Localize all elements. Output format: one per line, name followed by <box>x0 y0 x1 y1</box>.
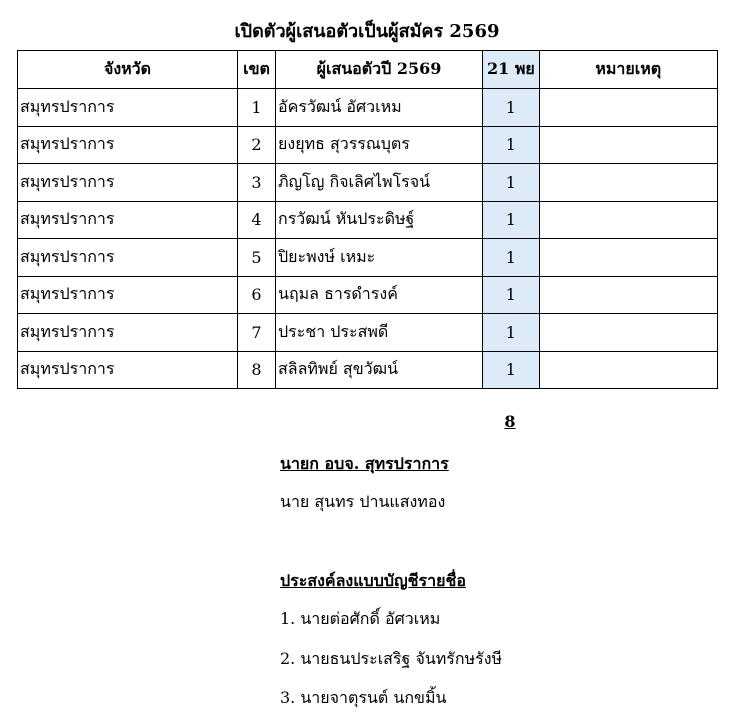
table-row <box>18 164 718 202</box>
cell-candidate: ปิยะพงษ์ เหมะ <box>276 239 483 277</box>
cell-district: 4 <box>238 201 276 239</box>
cell-province: สมุทรปราการ <box>18 164 238 202</box>
cell-votes: 1 <box>483 126 540 164</box>
cell-candidate: อัครวัฒน์ อัศวเหม <box>276 89 483 127</box>
cell-province: สมุทรปราการ <box>18 314 238 352</box>
cell-province: สมุทรปราการ <box>18 89 238 127</box>
cell-votes: 1 <box>483 89 540 127</box>
list-item: 2. นายธนประเสริฐ จันทรักษรังษี <box>280 649 503 668</box>
table-row <box>18 276 718 314</box>
cell-district: 1 <box>238 89 276 127</box>
header-votes: 21 พย <box>483 51 540 89</box>
table-row <box>18 239 718 277</box>
cell-candidate: นฤมล ธารดำรงค์ <box>276 276 483 314</box>
cell-candidate: กรวัฒน์ หันประดิษฐ์ <box>276 201 483 239</box>
cell-candidate: ภิญโญ กิจเลิศไพโรจน์ <box>276 164 483 202</box>
table-row <box>18 126 718 164</box>
cell-candidate: ยงยุทธ สุวรรณบุตร <box>276 126 483 164</box>
cell-remark <box>539 314 717 352</box>
cell-remark <box>539 239 717 277</box>
cell-votes: 1 <box>483 276 540 314</box>
page-title: เปิดตัวผู้เสนอตัวเป็นผู้สมัคร 2569 <box>234 21 500 42</box>
table-row <box>18 89 718 127</box>
cell-district: 3 <box>238 164 276 202</box>
cell-remark <box>539 126 717 164</box>
cell-remark <box>539 201 717 239</box>
listing-heading: ประสงค์ลงแบบบัญชีรายชื่อ <box>280 571 466 590</box>
mayor-heading: นายก อบจ. สุทรปราการ <box>280 454 449 473</box>
cell-candidate: สลิลทิพย์ สุขวัฒน์ <box>276 351 483 389</box>
table-row <box>18 314 718 352</box>
cell-votes: 1 <box>483 164 540 202</box>
cell-province: สมุทรปราการ <box>18 201 238 239</box>
cell-province: สมุทรปราการ <box>18 276 238 314</box>
cell-district: 7 <box>238 314 276 352</box>
header-remark: หมายเหตุ <box>539 51 717 89</box>
header-candidate: ผู้เสนอตัวปี 2569 <box>276 51 483 89</box>
cell-province: สมุทรปราการ <box>18 239 238 277</box>
list-item: 3. นายจาตุรนต์ นกขมิ้น <box>280 688 447 707</box>
list-item: 1. นายต่อศักดิ์ อัศวเหม <box>280 609 441 628</box>
cell-district: 6 <box>238 276 276 314</box>
cell-remark <box>539 164 717 202</box>
cell-district: 8 <box>238 351 276 389</box>
cell-district: 2 <box>238 126 276 164</box>
cell-votes: 1 <box>483 239 540 277</box>
cell-province: สมุทรปราการ <box>18 351 238 389</box>
header-district: เขต <box>238 51 276 89</box>
votes-total: 8 <box>504 412 516 431</box>
cell-candidate: ประชา ประสพดี <box>276 314 483 352</box>
cell-remark <box>539 89 717 127</box>
table-row <box>18 201 718 239</box>
cell-votes: 1 <box>483 314 540 352</box>
cell-province: สมุทรปราการ <box>18 126 238 164</box>
cell-district: 5 <box>238 239 276 277</box>
candidates-table <box>17 50 718 389</box>
cell-votes: 1 <box>483 201 540 239</box>
cell-remark <box>539 351 717 389</box>
cell-votes: 1 <box>483 351 540 389</box>
header-province: จังหวัด <box>18 51 238 89</box>
table-row <box>18 351 718 389</box>
table-header-row <box>18 51 718 89</box>
mayor-name: นาย สุนทร ปานแสงทอง <box>280 492 446 511</box>
cell-remark <box>539 276 717 314</box>
